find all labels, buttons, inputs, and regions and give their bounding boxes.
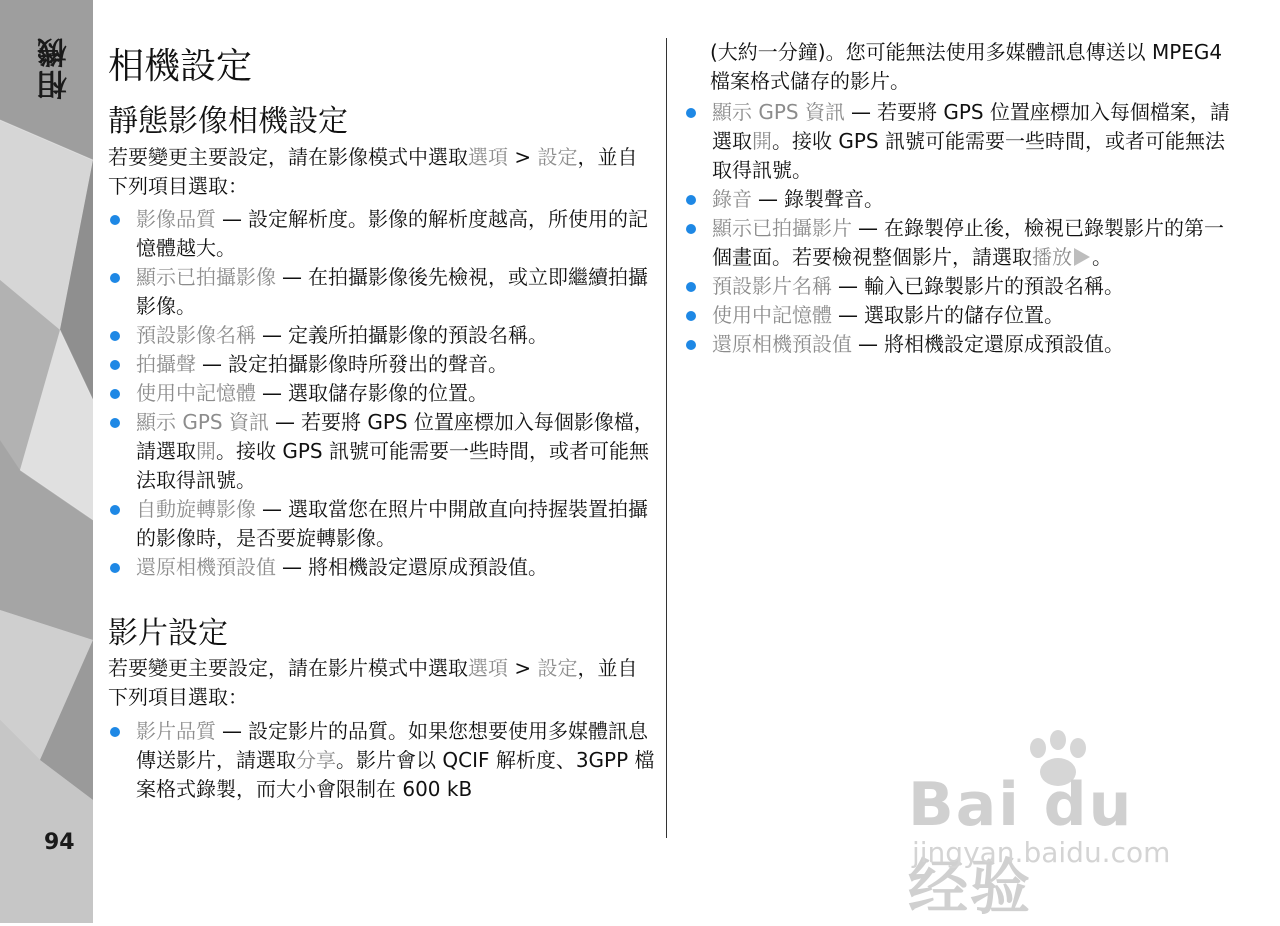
video-section-title: 影片設定: [108, 616, 228, 651]
list-item: 拍攝聲 — 設定拍攝影像時所發出的聲音。: [108, 350, 656, 379]
list-item: 預設影像名稱 — 定義所拍攝影像的預設名稱。: [108, 321, 656, 350]
item-desc-tail: 。: [1092, 245, 1112, 269]
item-desc: 設定影片的品質。如果您想要使用多媒體訊息傳送影片，請選取: [136, 719, 648, 772]
list-item: 顯示已拍攝影像 — 在拍攝影像後先檢視，或立即繼續拍攝影像。: [108, 263, 656, 321]
item-desc: 在拍攝影像後先檢視，或立即繼續拍攝影像。: [136, 265, 648, 318]
video-intro-text: 若要變更主要設定，請在影片模式中選取: [108, 656, 468, 680]
list-item: 影片品質 — 設定影片的品質。如果您想要使用多媒體訊息傳送影片，請選取分享。影片會以 QCIF 解析度、3GPP 檔案格式錄製，而大小會限制在 600 kB: [108, 717, 656, 804]
item-desc: 將相機設定還原成預設值。: [308, 555, 548, 579]
item-term: 還原相機預設值: [712, 332, 852, 356]
item-desc: 設定解析度。影像的解析度越高，所使用的記憶體越大。: [136, 207, 648, 260]
item-term: 拍攝聲: [136, 352, 196, 376]
item-term: 預設影像名稱: [136, 323, 256, 347]
item-desc: 若要將 GPS 位置座標加入每個影像檔，請選取: [136, 410, 654, 463]
item-desc-tail: 。接收 GPS 訊號可能需要一些時間，或者可能無法取得訊號。: [136, 439, 649, 492]
video-settings-list: [684, 98, 1232, 359]
list-item: 使用中記憶體 — 選取影片的儲存位置。: [684, 301, 1232, 330]
still-intro-text: 若要變更主要設定，請在影像模式中選取: [108, 145, 468, 169]
options-menu-ref: 選項: [468, 145, 508, 169]
play-option-ref: 播放: [1032, 245, 1072, 269]
item-term: 顯示 GPS 資訊: [136, 410, 269, 434]
item-term: 自動旋轉影像: [136, 497, 256, 521]
list-item: 影像品質 — 設定解析度。影像的解析度越高，所使用的記憶體越大。: [108, 205, 656, 263]
item-desc: 選取儲存影像的位置。: [288, 381, 488, 405]
settings-menu-ref: 設定: [537, 656, 578, 680]
on-option-ref: 開: [196, 439, 216, 463]
baidu-watermark: [908, 730, 1208, 923]
column-divider: [666, 38, 667, 838]
item-desc: 設定拍攝影像時所發出的聲音。: [228, 352, 508, 376]
options-menu-ref: 選項: [468, 656, 508, 680]
item-term: 顯示已拍攝影片: [712, 216, 852, 240]
item-term: 使用中記憶體: [136, 381, 256, 405]
chapter-sidebar: [0, 0, 93, 923]
list-item: 顯示 GPS 資訊 — 若要將 GPS 位置座標加入每個影像檔，請選取開。接收 GPS 訊號可能需要一些時間，或者可能無法取得訊號。: [108, 408, 656, 495]
item-desc: 選取當您在照片中開啟直向持握裝置拍攝的影像時，是否要旋轉影像。: [136, 497, 648, 550]
item-desc: 若要將 GPS 位置座標加入每個檔案，請選取: [712, 100, 1230, 153]
on-option-ref: 開: [752, 129, 772, 153]
menu-separator: >: [508, 145, 538, 169]
list-item: 顯示已拍攝影片 — 在錄製停止後，檢視已錄製影片的第一個畫面。若要檢視整個影片，請選取播放 。: [684, 214, 1232, 272]
list-item: 錄音 — 錄製聲音。: [684, 185, 1232, 214]
item-term: 影片品質: [136, 719, 216, 743]
video-intro: [108, 654, 638, 712]
list-item: 還原相機預設值 — 將相機設定還原成預設值。: [108, 553, 656, 582]
still-settings-list: [108, 205, 656, 582]
item-desc: 定義所拍攝影像的預設名稱。: [288, 323, 548, 347]
menu-separator: >: [508, 656, 538, 680]
item-term: 顯示已拍攝影像: [136, 265, 276, 289]
item-desc: 將相機設定還原成預設值。: [884, 332, 1124, 356]
chapter-label: 相機: [38, 36, 73, 100]
item-desc-tail: 。影片會以 QCIF 解析度、3GPP 檔案格式錄製，而大小會限制在 600 kB: [136, 748, 655, 801]
share-option-ref: 分享: [296, 748, 336, 772]
still-intro: [108, 143, 638, 201]
item-desc: 錄製聲音。: [784, 187, 884, 211]
item-term: 錄音: [712, 187, 752, 211]
list-item: 預設影片名稱 — 輸入已錄製影片的預設名稱。: [684, 272, 1232, 301]
video-intro-tail: ，並自下列項目選取：: [108, 656, 638, 709]
sidebar-background: [0, 0, 93, 923]
page-number: 94: [44, 830, 75, 855]
item-desc-tail: 。接收 GPS 訊號可能需要一些時間，或者可能無法取得訊號。: [712, 129, 1225, 182]
list-item: 自動旋轉影像 — 選取當您在照片中開啟直向持握裝置拍攝的影像時，是否要旋轉影像。: [108, 495, 656, 553]
play-icon: [1074, 248, 1090, 266]
watermark-url: jingyan.baidu.com: [912, 836, 1171, 869]
list-item: 使用中記憶體 — 選取儲存影像的位置。: [108, 379, 656, 408]
video-quality-list: [108, 717, 656, 804]
item-desc: 輸入已錄製影片的預設名稱。: [864, 274, 1124, 298]
item-term: 顯示 GPS 資訊: [712, 100, 845, 124]
item-desc: 選取影片的儲存位置。: [864, 303, 1064, 327]
item-desc: 在錄製停止後，檢視已錄製影片的第一個畫面。若要檢視整個影片，請選取: [712, 216, 1224, 269]
item-term: 預設影片名稱: [712, 274, 832, 298]
item-term: 使用中記憶體: [712, 303, 832, 327]
item-term: 還原相機預設值: [136, 555, 276, 579]
item-term: 影像品質: [136, 207, 216, 231]
page-title: 相機設定: [108, 46, 253, 87]
settings-menu-ref: 設定: [537, 145, 578, 169]
still-section-title: 靜態影像相機設定: [108, 104, 348, 139]
video-quality-continued: (大約一分鐘)。您可能無法使用多媒體訊息傳送以 MPEG4 檔案格式儲存的影片。: [710, 40, 1223, 93]
still-intro-tail: ，並自下列項目選取：: [108, 145, 638, 198]
watermark-brand: Bai du 经验: [908, 770, 1134, 923]
list-item: 顯示 GPS 資訊 — 若要將 GPS 位置座標加入每個檔案，請選取開。接收 GPS 訊號可能需要一些時間，或者可能無法取得訊號。: [684, 98, 1232, 185]
list-item: 還原相機預設值 — 將相機設定還原成預設值。: [684, 330, 1232, 359]
